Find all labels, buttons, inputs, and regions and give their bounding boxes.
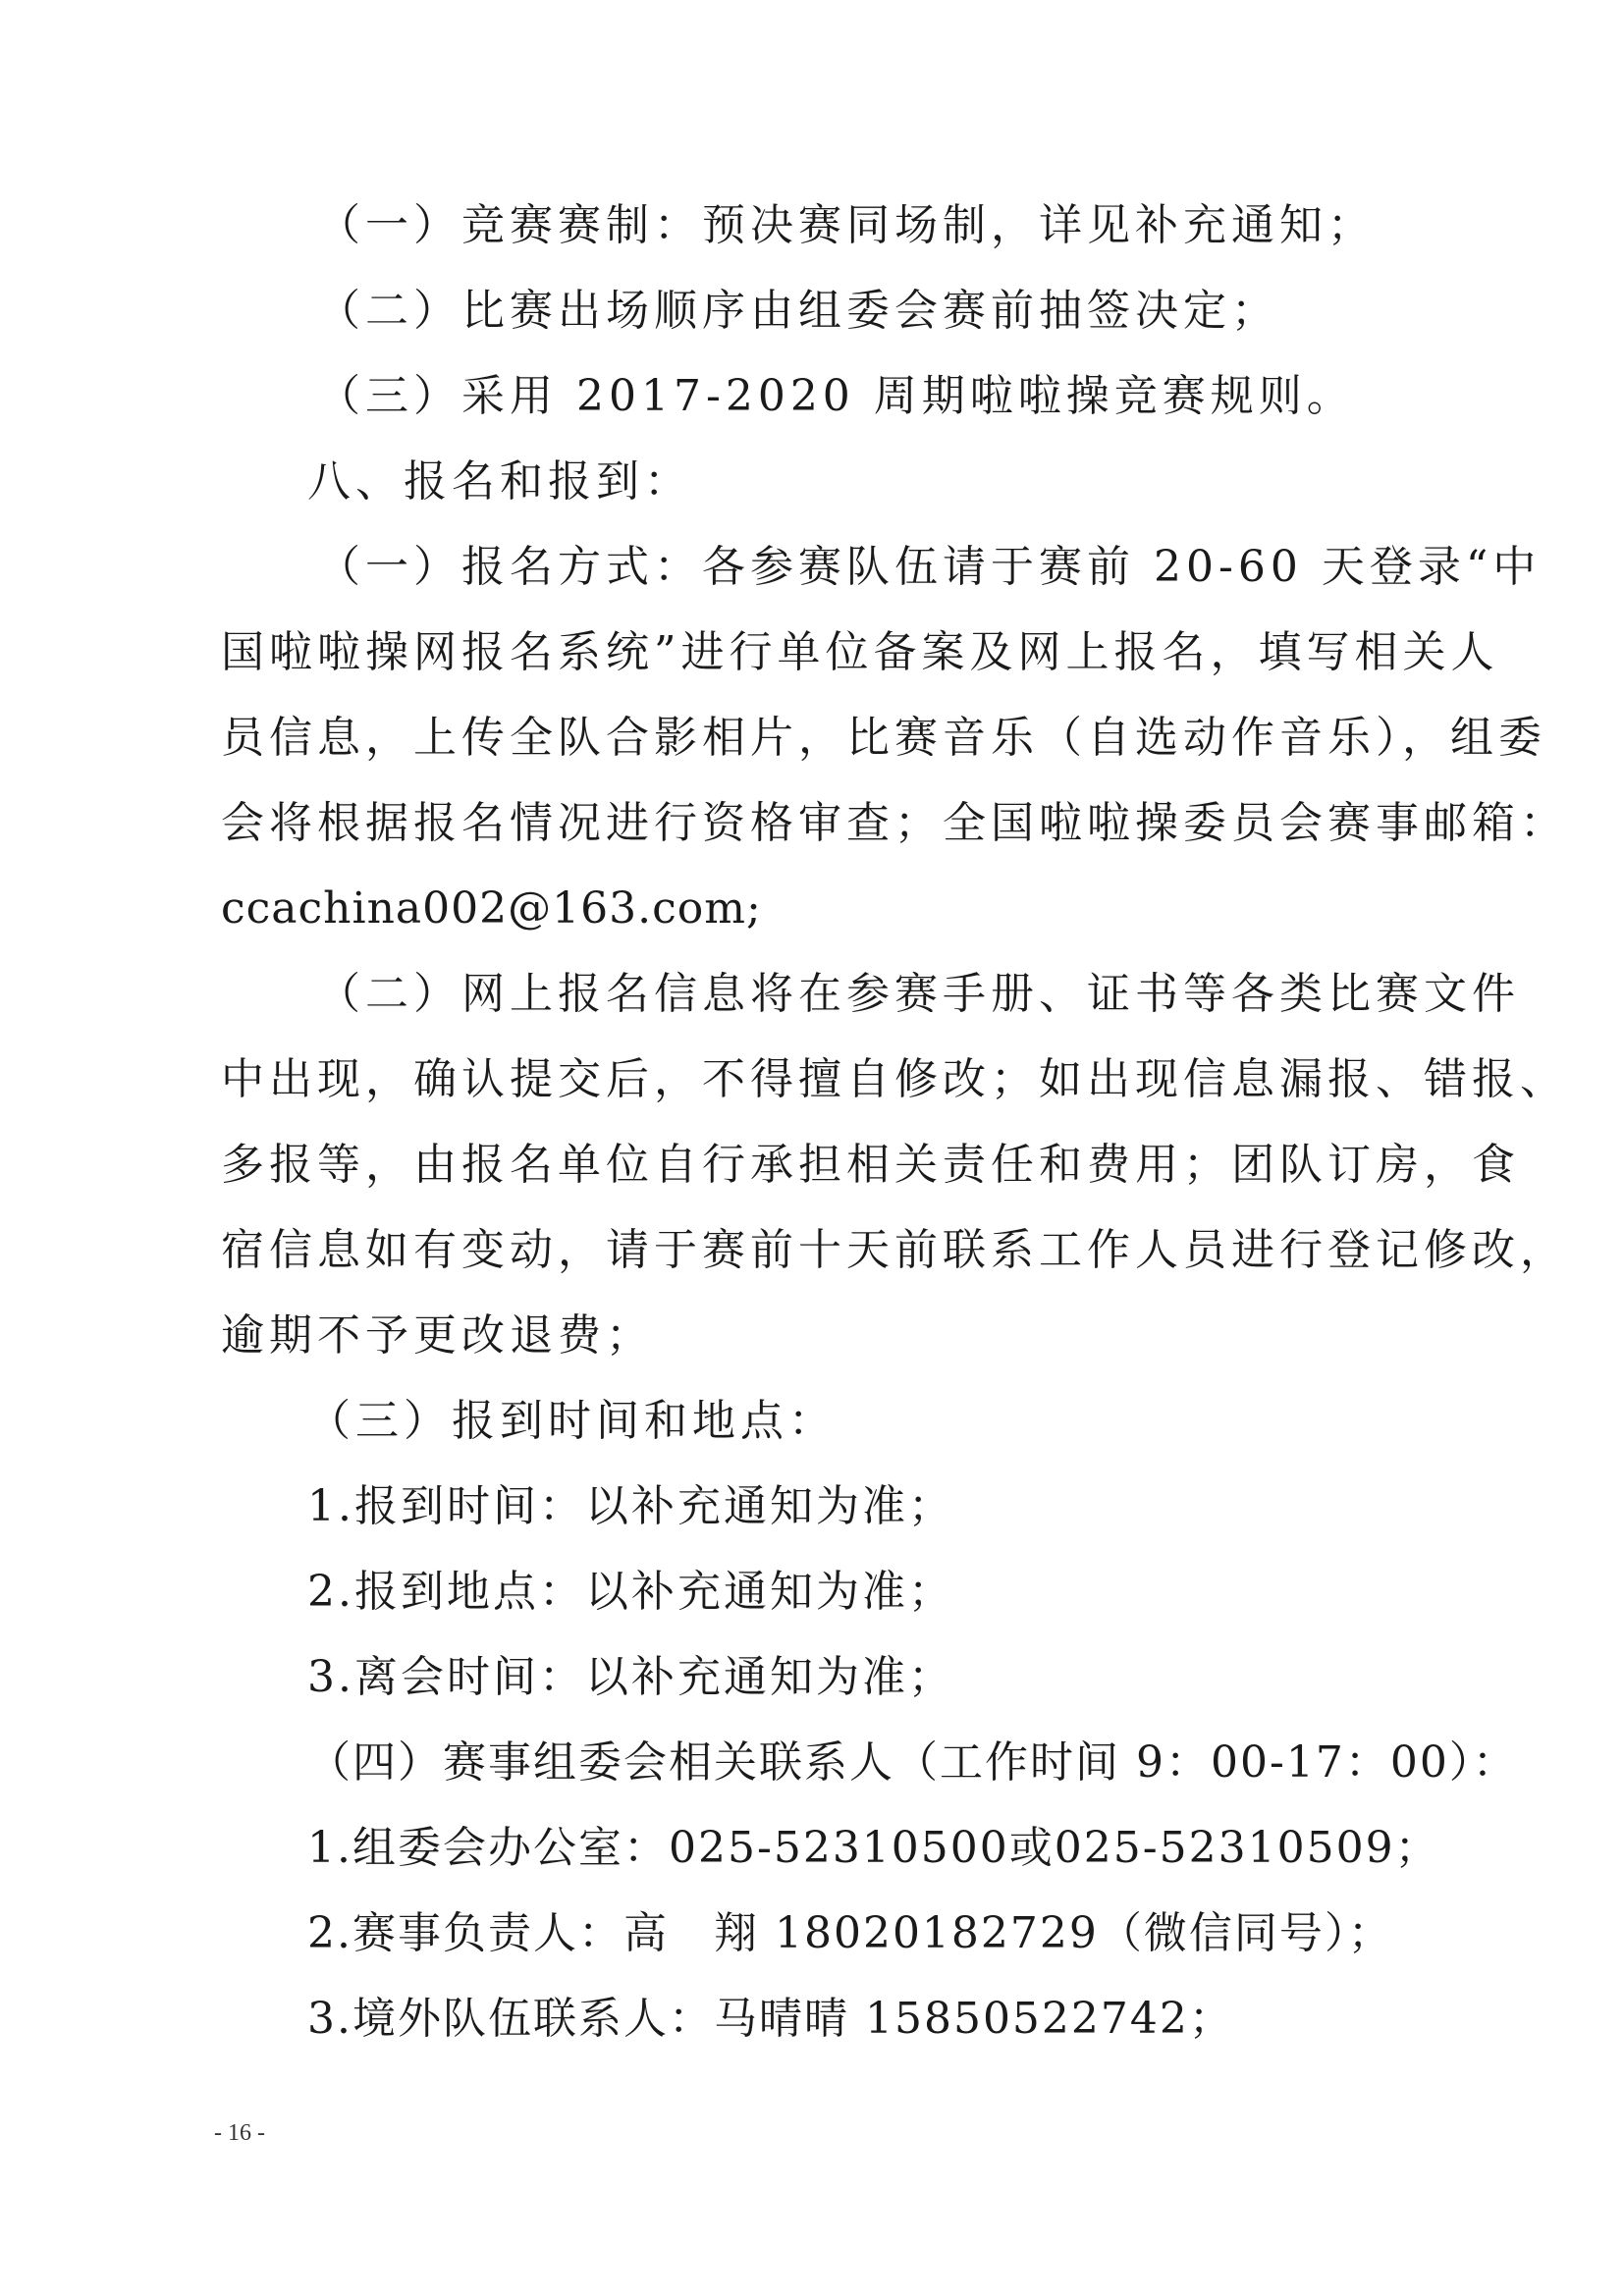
page-number: - 16 - <box>214 2120 265 2146</box>
paragraph-line: 中出现，确认提交后，不得擅自修改；如出现信息漏报、错报、 <box>221 1054 1568 1104</box>
contact-item: 2.赛事负责人：高 翔 18020182729（微信同号）； <box>307 1908 1393 1958</box>
list-item: 1.报到时间：以补充通知为准； <box>307 1481 954 1531</box>
list-item: 2.报到地点：以补充通知为准； <box>307 1567 954 1617</box>
paragraph-line: 多报等，由报名单位自行承担相关责任和费用；团队订房，食 <box>221 1140 1520 1190</box>
paragraph-line: （二）网上报名信息将在参赛手册、证书等各类比赛文件 <box>317 969 1520 1019</box>
section-heading-registration: 八、报名和报到： <box>307 456 692 507</box>
paragraph-line: 宿信息如有变动，请于赛前十天前联系工作人员进行登记修改， <box>221 1225 1568 1275</box>
contact-item: 1.组委会办公室：025-52310500或025-52310509； <box>307 1823 1440 1873</box>
paragraph-line: 员信息，上传全队合影相片，比赛音乐（自选动作音乐），组委 <box>221 713 1546 763</box>
list-item: 3.离会时间：以补充通知为准； <box>307 1652 954 1702</box>
rule-line-draw-order: （二）比赛出场顺序由组委会赛前抽签决定； <box>317 286 1279 336</box>
rule-line-competition-format: （一）竞赛赛制：预决赛同场制，详见补充通知； <box>317 200 1376 250</box>
paragraph-line: 国啦啦操网报名系统”进行单位备案及网上报名，填写相关人 <box>221 627 1499 677</box>
rule-line-rules-version: （三）采用 2017-2020 周期啦啦操竞赛规则。 <box>317 371 1355 421</box>
paragraph-line: 逾期不予更改退费； <box>221 1310 654 1361</box>
paragraph-line: （一）报名方式：各参赛队伍请于赛前 20-60 天登录“中 <box>317 542 1542 592</box>
contact-item: 3.境外队伍联系人：马晴晴 15850522742； <box>307 1994 1234 2044</box>
subheading-arrival: （三）报到时间和地点： <box>307 1396 837 1446</box>
email-address: ccachina002@163.com; <box>221 883 762 934</box>
subheading-contacts: （四）赛事组委会相关联系人（工作时间 9：00-17：00）： <box>307 1737 1518 1788</box>
paragraph-line: 会将根据报名情况进行资格审查；全国啦啦操委员会赛事邮箱： <box>221 798 1568 848</box>
